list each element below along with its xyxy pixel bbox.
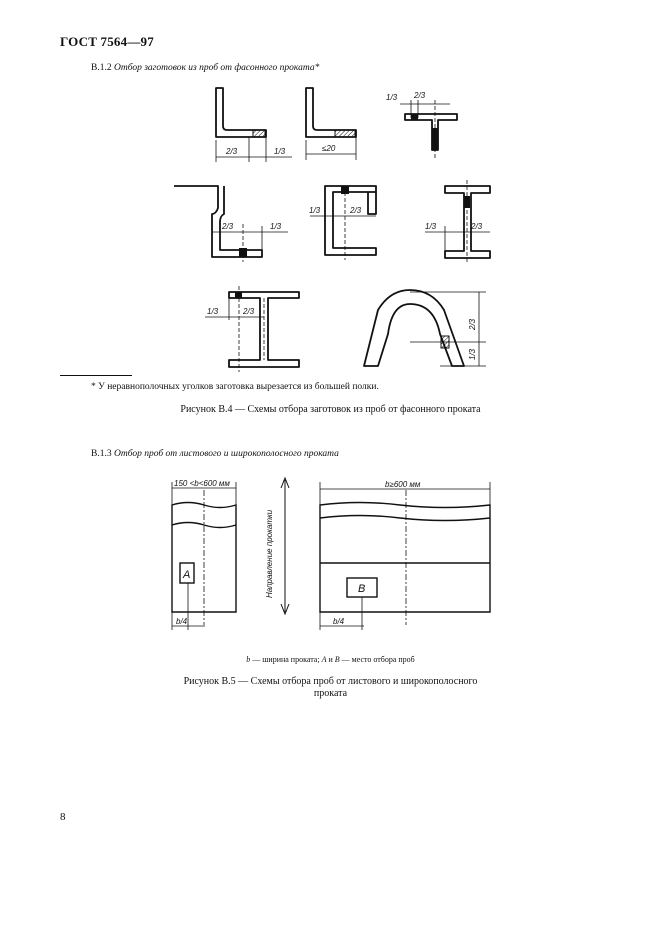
section-b12-number: В.1.2 bbox=[91, 63, 112, 73]
dim-one-third-6: 1/3 bbox=[207, 307, 219, 316]
legend-b-symbol: b bbox=[246, 655, 251, 664]
quarter-label-left: b/4 bbox=[176, 617, 188, 626]
quarter-label-right: b/4 bbox=[333, 617, 345, 626]
rail-profile bbox=[364, 290, 464, 366]
document-number: ГОСТ 7564—97 bbox=[60, 34, 154, 49]
figure-b5-legend bbox=[0, 655, 661, 664]
dim-one-third-3: 1/3 bbox=[270, 222, 282, 231]
dim-two-thirds-6: 2/3 bbox=[243, 307, 255, 316]
dim-one-third-2: 1/3 bbox=[386, 93, 398, 102]
legend-a-symbol: A bbox=[321, 655, 327, 664]
mark-b: B bbox=[358, 583, 366, 595]
page-number: 8 bbox=[60, 811, 66, 823]
dim-one-third-4: 1/3 bbox=[309, 206, 321, 215]
legend-text-2: — место отбора проб bbox=[339, 655, 415, 664]
section-b13-title: Отбор проб от листового и широкополосного проката bbox=[113, 449, 339, 459]
channel-profile-1 bbox=[174, 186, 262, 257]
dim-two-thirds-3: 2/3 bbox=[222, 222, 234, 231]
dim-two-thirds-7: 2/3 bbox=[468, 318, 477, 330]
section-b13-number: В.1.3 bbox=[91, 449, 112, 459]
dim-one-third-1: 1/3 bbox=[274, 147, 286, 156]
dim-two-thirds-5: 2/3 bbox=[471, 222, 483, 231]
section-b13-heading bbox=[91, 449, 339, 459]
footnote: * У неравнополочных уголков заготовка вырезается из большей полки. bbox=[91, 382, 379, 392]
legend-bmark-symbol: B bbox=[334, 655, 340, 664]
width-label-wide: b≥600 мм bbox=[385, 480, 421, 489]
rolling-direction-label: Направление прокатки bbox=[265, 509, 274, 598]
section-b12-title: Отбор заготовок из проб от фасонного проката* bbox=[113, 63, 320, 73]
dim-one-third-5: 1/3 bbox=[425, 222, 437, 231]
figure-b5-caption-line2: проката bbox=[313, 688, 348, 699]
dim-two-thirds-2: 2/3 bbox=[414, 91, 426, 100]
dim-le20: ≤20 bbox=[322, 144, 336, 153]
footnote-separator bbox=[60, 375, 132, 376]
figure-b5-caption-line1: Рисунок В.5 — Схемы отбора проб от листового и широкополосного bbox=[183, 676, 478, 687]
mark-a: A bbox=[183, 569, 191, 581]
width-label-narrow: 150 <b<600 мм bbox=[174, 479, 230, 488]
legend-text-1: — ширина проката; bbox=[250, 655, 322, 664]
legend-and: и bbox=[326, 655, 335, 664]
figure-b4-caption: Рисунок В.4 — Схемы отбора заготовок из проб от фасонного проката bbox=[180, 404, 481, 415]
dim-two-thirds-1: 2/3 bbox=[226, 147, 238, 156]
dim-one-third-7: 1/3 bbox=[468, 348, 477, 360]
dim-two-thirds-4: 2/3 bbox=[350, 206, 362, 215]
